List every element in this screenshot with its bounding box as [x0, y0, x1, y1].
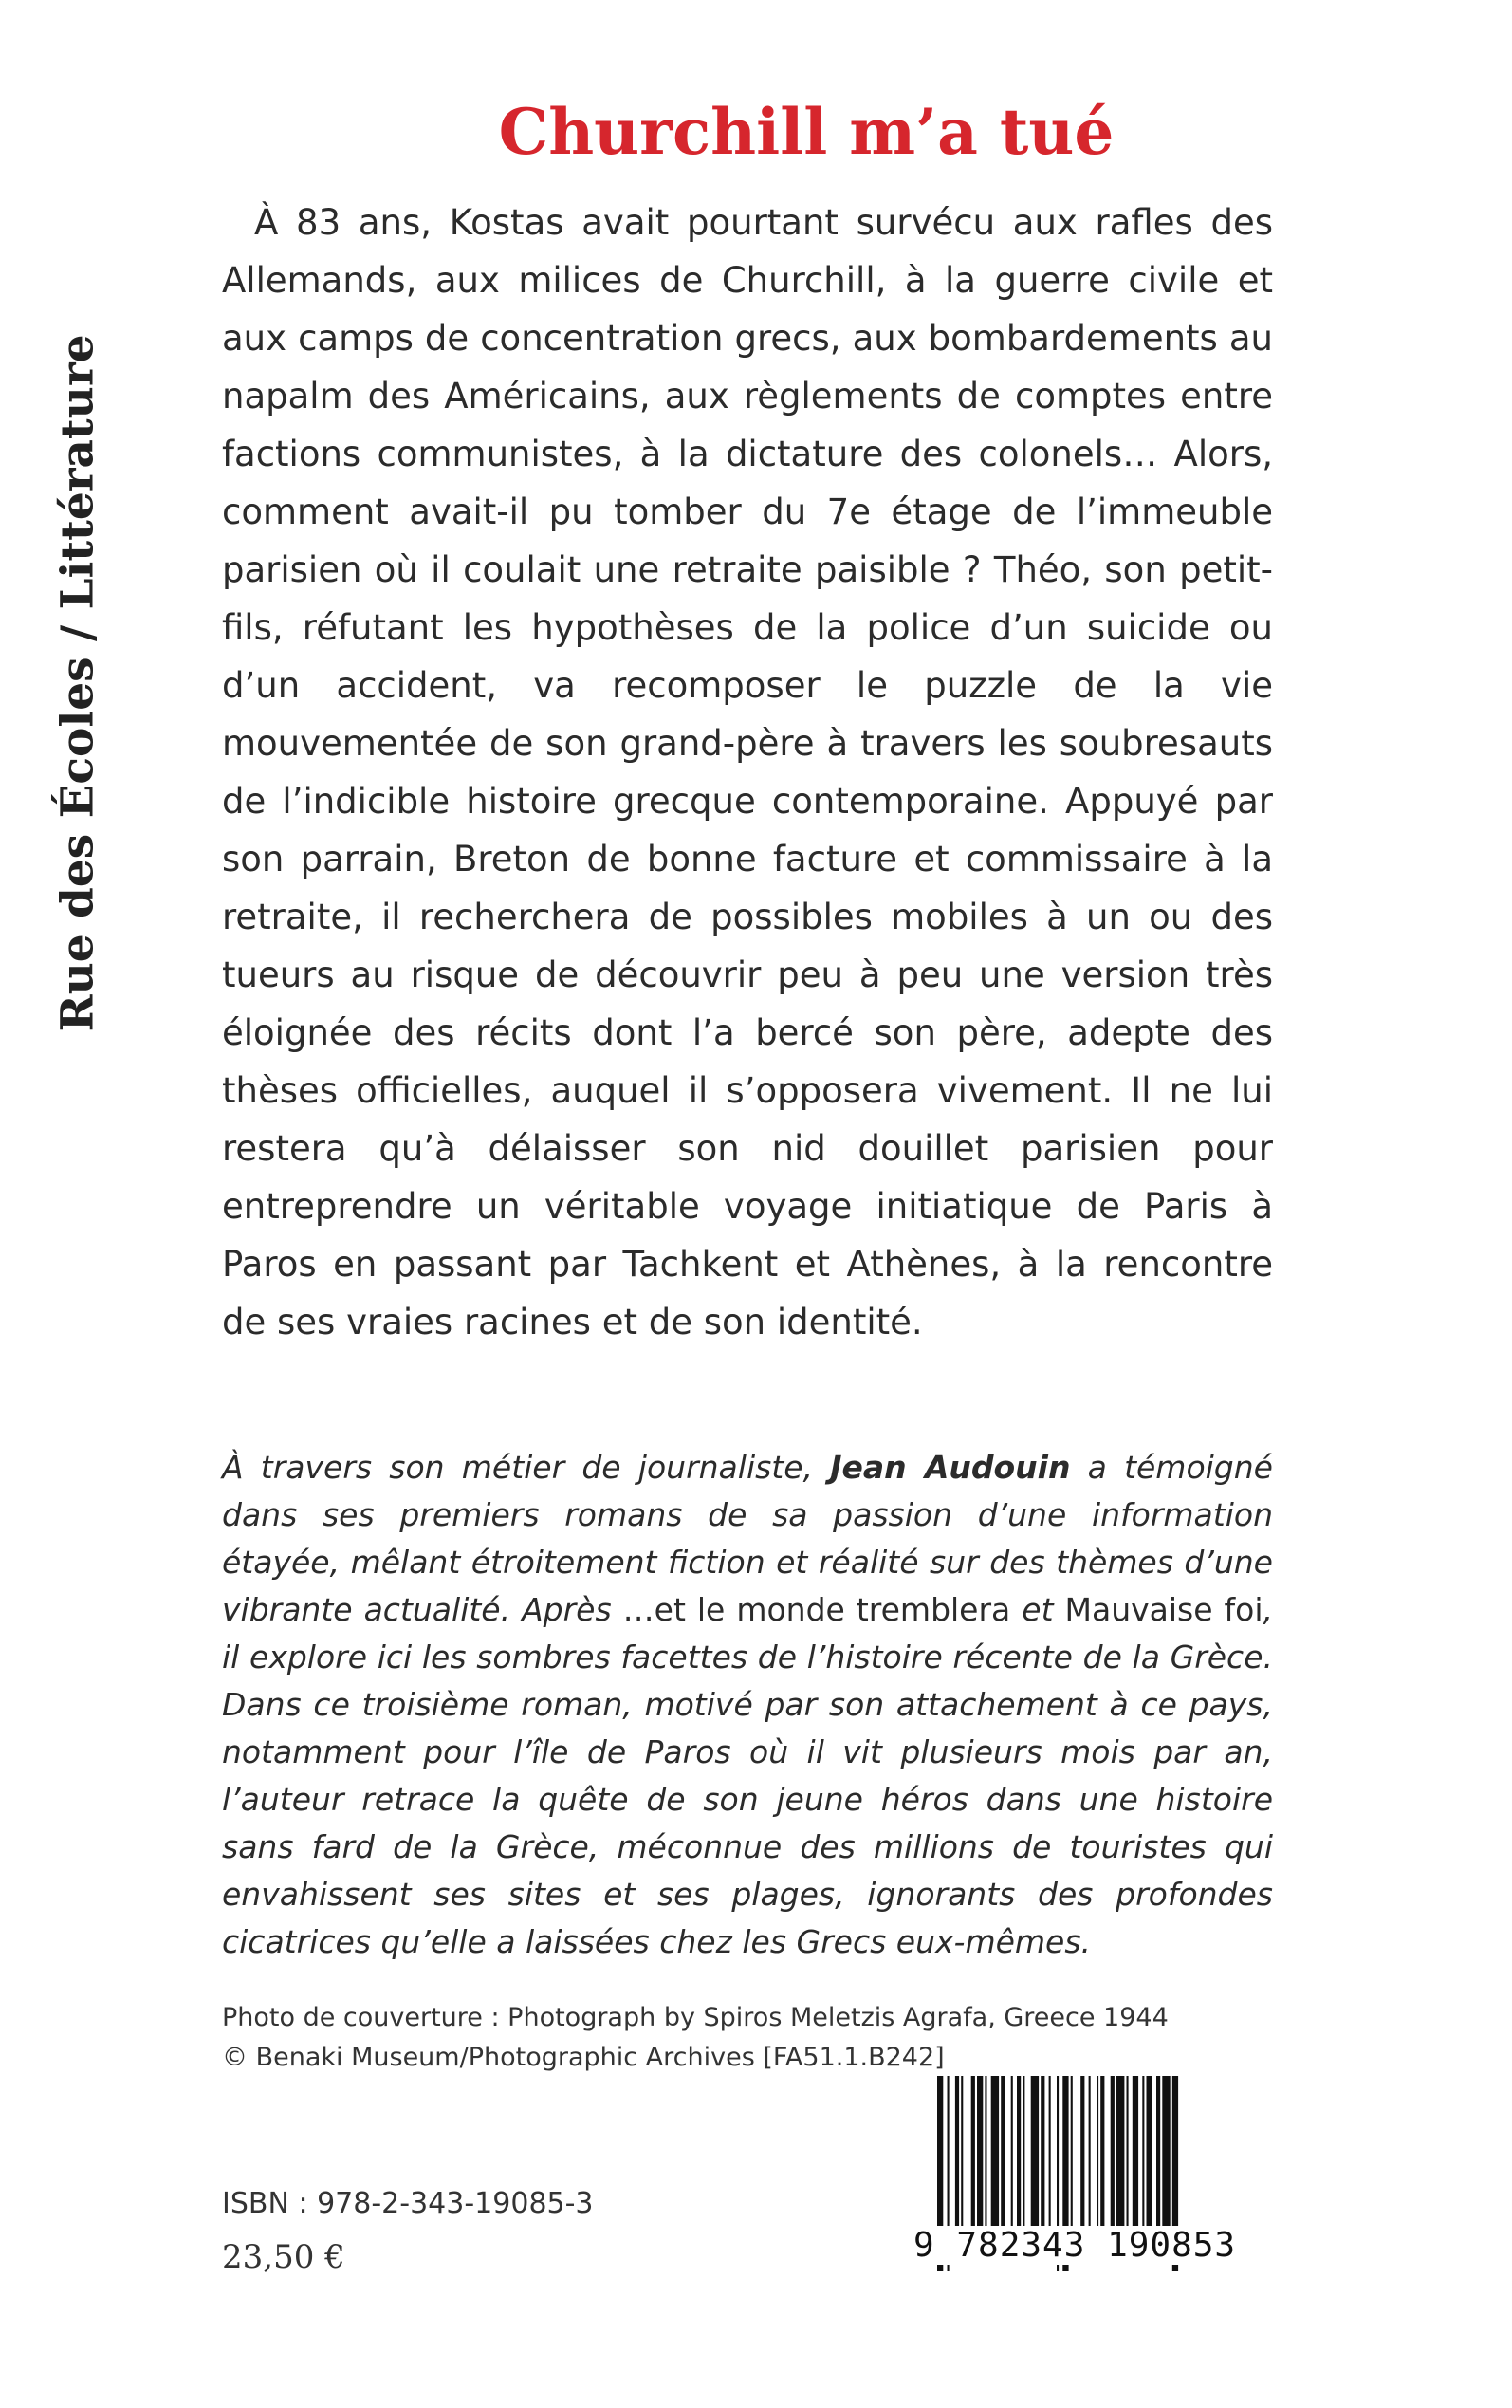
price: 23,50 €: [222, 2238, 345, 2276]
barcode-bar: [1031, 2076, 1039, 2228]
barcode-bar: [1049, 2076, 1051, 2228]
barcode-bar: [1089, 2076, 1091, 2228]
book-title-reference: …et le monde tremblera: [622, 1591, 1011, 1628]
barcode-bar: [1023, 2076, 1024, 2228]
barcode-bar: [1156, 2076, 1160, 2228]
barcode-bar: [1017, 2076, 1021, 2228]
barcode-bar: [1011, 2076, 1013, 2228]
barcode-bar: [1001, 2076, 1005, 2228]
spine-label: Rue des Écoles / Littérature: [51, 334, 104, 1032]
photo-credit-line: Photo de couverture : Photograph by Spiros Meletzis Agrafa, Greece 1944: [222, 2003, 1169, 2032]
barcode-bar: [1127, 2076, 1129, 2228]
barcode-bar: [1116, 2076, 1124, 2228]
barcode-bar: [955, 2076, 959, 2228]
book-title: Churchill m’a tué: [498, 95, 1115, 169]
bio-text: et: [1010, 1591, 1065, 1628]
barcode-bar: [1071, 2076, 1073, 2228]
book-title-reference: Mauvaise foi: [1064, 1591, 1263, 1628]
isbn: ISBN : 978-2-343-19085-3: [222, 2187, 594, 2220]
barcode-bar: [971, 2076, 975, 2228]
barcode-bar: [1162, 2076, 1170, 2228]
bio-text: À travers son métier de journaliste,: [222, 1449, 831, 1486]
barcode-bar: [1080, 2076, 1084, 2228]
barcode-bar: [977, 2076, 983, 2228]
bio-text: , il explore ici les sombres facettes de l’histoire récente de la Grèce. Dans ce troisième roman, motivé par son attachement à ce pays, notamment pour l’île de Paros où il vit plusieurs mois par an, l’auteur retrace la quête de son jeune héros dans une histoire sans fard de la Grèce, méconnue des millions de touristes qui envahissent ses sites et ses plages, ignorants des profondes cicatrices qu’elle a laissées chez les Grecs eux-mêmes.: [222, 1591, 1273, 1960]
barcode-bar: [1041, 2076, 1044, 2228]
barcode-bar: [1142, 2076, 1144, 2228]
barcode-bar: [1100, 2076, 1104, 2228]
author-bio: [222, 1444, 1273, 1966]
photo-credit-line: © Benaki Museum/Photographic Archives [FA51.1.B242]: [222, 2043, 945, 2072]
barcode-bar: [961, 2076, 963, 2228]
barcode-bar: [1097, 2076, 1098, 2228]
bio-text: a témoigné dans ses premiers romans de sa passion d’une information étayée, mêlant étroitement fiction et réalité sur des thèmes d’une vibrante actualité. Après: [222, 1449, 1273, 1628]
barcode-bar: [991, 2076, 999, 2228]
barcode-bar: [985, 2076, 986, 2228]
barcode-digits: 9 782343 190853: [913, 2226, 1264, 2265]
photo-credit: [222, 1998, 1169, 2078]
barcode-bar: [1147, 2076, 1152, 2228]
synopsis-paragraph: À 83 ans, Kostas avait pourtant survécu aux rafles des Allemands, aux milices de Churchill, à la guerre civile et aux camps de concentration grecs, aux bombardements au napalm des Américains, aux règlements de comptes entre factions communistes, à la dictature des colonels… Alors, comment avait-il pu tomber du 7e étage de l’immeuble parisien où il coulait une retraite paisible ? Théo, son petit-fils, réfutant les hypothèses de la police d’un suicide ou d’un accident, va recomposer le puzzle de la vie mouvementée de son grand-père à travers les soubresauts de l’indicible histoire grecque contemporaine. Appuyé par son parrain, Breton de bonne facture et commissaire à la retraite, il recherchera de possibles mobiles à un ou des tueurs au risque de découvrir peu à peu une version très éloignée des récits dont l’a bercé son père, adepte des thèses officielles, auquel il s’opposera vivement. Il ne lui restera qu’à délaisser son nid douillet parisien pour entreprendre un véritable voyage initiatique de Paris à Paros en passant par Tachkent et Athènes, à la rencontre de ses vraies racines et de son identité.: [222, 202, 1273, 1343]
author-name: Jean Audouin: [830, 1449, 1071, 1486]
barcode-bar: [1111, 2076, 1115, 2228]
barcode-bar: [1133, 2076, 1138, 2228]
